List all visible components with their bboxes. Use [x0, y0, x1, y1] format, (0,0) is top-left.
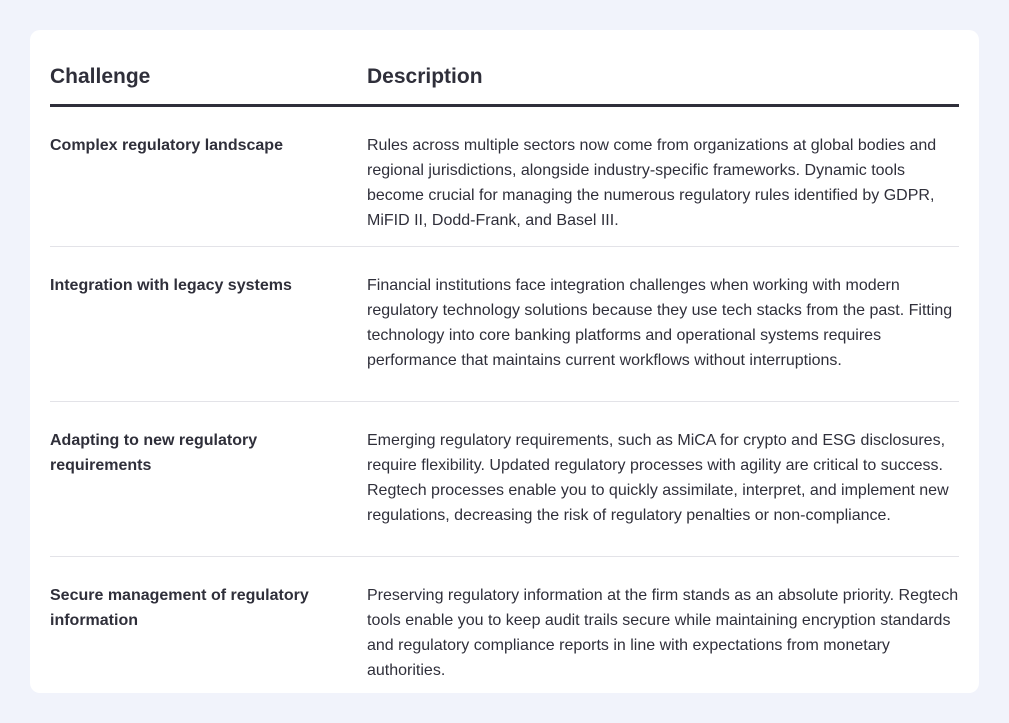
content-card — [30, 30, 979, 693]
table-row — [50, 247, 959, 402]
header-description: Description — [367, 65, 483, 88]
header-challenge: Challenge — [50, 65, 151, 88]
challenge-cell: Complex regulatory landscape — [50, 137, 283, 154]
challenges-table — [50, 30, 959, 687]
description-cell: Financial institutions face integration challenges when working with modern regulatory technology solutions because they use tech stacks from the past. Fitting technology into core banking platforms and operational systems requires performance that maintains current workflows without interruptions. — [367, 277, 953, 369]
challenge-cell: Integration with legacy systems — [50, 277, 292, 294]
description-cell: Preserving regulatory information at the firm stands as an absolute priority. Regtech tools enable you to keep audit trails secure while maintaining encryption standards and regulatory compliance reports in line with expectations from monetary authorities. — [367, 587, 959, 679]
table-row — [50, 402, 959, 557]
table-row — [50, 107, 959, 247]
description-cell: Rules across multiple sectors now come from organizations at global bodies and regional jurisdictions, alongside industry-specific frameworks. Dynamic tools become crucial for managing the numerous regulatory rules identified by GDPR, MiFID II, Dodd-Frank, and Basel III. — [367, 137, 937, 229]
challenge-cell: Secure management of regulatory information — [50, 587, 309, 629]
table-header-row — [50, 30, 959, 107]
table-row — [50, 557, 959, 687]
challenge-cell: Adapting to new regulatory requirements — [50, 432, 258, 474]
description-cell: Emerging regulatory requirements, such as MiCA for crypto and ESG disclosures, require flexibility. Updated regulatory processes with agility are critical to success. Regtech processes enable you to quickly assimilate, interpret, and implement new regulations, decreasing the risk of regulatory penalties or non-compliance. — [367, 432, 949, 524]
